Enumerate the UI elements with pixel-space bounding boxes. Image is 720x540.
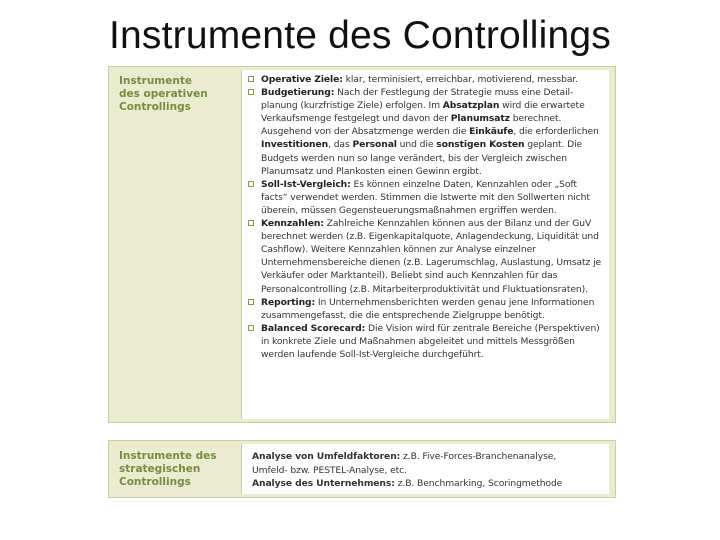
item-text: und die	[396, 139, 437, 151]
highlighted-term: Personal	[352, 139, 397, 151]
item-term: Analyse von Umfeldfaktoren:	[252, 451, 401, 462]
item-term: Budgetierung:	[261, 87, 335, 99]
highlighted-term: Absatzplan	[442, 100, 500, 112]
item-text: z.B. Five-Forces-Branchenanalyse,	[400, 451, 557, 462]
list-item	[248, 86, 605, 178]
checkbox-bullet-icon	[248, 299, 254, 305]
strategic-line	[252, 464, 605, 478]
item-text: , das	[328, 139, 353, 151]
item-text: geplant. Die Budgets werden nun so lange verändert, bis der Vergleich zwischen Planumsatz und Plankosten einen Gewinn ergibt.	[261, 139, 583, 177]
slide-title: Instrumente des Controllings	[108, 14, 611, 57]
item-term: Reporting:	[261, 296, 316, 308]
list-item	[248, 217, 605, 296]
item-text: z.B. Benchmarking, Scoringmethode	[394, 478, 563, 489]
highlighted-term: Einkäufe	[469, 126, 514, 138]
checkbox-bullet-icon	[248, 325, 254, 331]
label-line: Controllings	[119, 476, 191, 488]
operative-controlling-panel	[108, 66, 616, 423]
strategic-line	[252, 450, 605, 464]
label-line: des operativen	[119, 88, 208, 100]
highlighted-term: Investitionen	[261, 139, 329, 151]
item-text: Die Vision wird für zentrale Bereiche (Perspektiven) in konkrete Ziele und Maßnahmen abgeleitet und mittels Messgrößen werden laufende Soll-Ist-Vergleiche durchgeführt.	[261, 322, 600, 360]
item-text: wird die erwartete Verkaufsmenge festgelegt und davon der	[261, 100, 585, 125]
item-term: Analyse des Unternehmens:	[252, 478, 395, 489]
highlighted-term: Planumsatz	[450, 113, 510, 125]
item-text: In Unternehmensberichten werden genau jene Informationen zusammengefasst, die die entsprechende Zielgruppe benötigt.	[261, 296, 595, 321]
item-text: Es können einzelne Daten, Kennzahlen oder „Soft facts“ verwendet werden. Stimmen die Istwerte mit den Sollwerten nicht überein, müssen Gegensteuerungsmaßnahmen ergriffen werden.	[261, 178, 590, 216]
item-term: Operative Ziele:	[261, 74, 343, 85]
item-text: Nach der Festlegung der Strategie muss eine Detailplanung (kurzfristige Ziele) erfolgen. Im	[261, 87, 574, 112]
checkbox-bullet-icon	[248, 220, 254, 226]
operative-section-label	[119, 75, 229, 114]
checkbox-bullet-icon	[248, 76, 254, 82]
item-text: Umfeld- bzw. PESTEL-Analyse, etc.	[252, 464, 407, 476]
highlighted-term: sonstigen Kosten	[436, 139, 525, 151]
label-line: Instrumente	[119, 75, 192, 87]
item-text: klar, terminisiert, erreichbar, motivierend, messbar.	[342, 74, 578, 85]
strategic-section-label	[119, 450, 229, 489]
item-term: Soll-Ist-Vergleich:	[261, 178, 351, 190]
label-line: Instrumente des	[119, 450, 217, 462]
item-text: Zahlreiche Kennzahlen können aus der Bilanz und der GuV berechnet werden (z.B. Eigenkapitalquote, Anlagendeckung, Liquidität und Cashflow). Weitere Kennzahlen können zur Analyse einzelner Unternehmensbereiche dienen (z.B. Lagerumschlag, Auslastung, Umsatz je Verkäufer oder Marktanteil). Beliebt sind auch Kennzahlen für das Personalcontrolling (z.B. Mitarbeiterproduktivität und Fluktuationsraten).	[261, 218, 602, 295]
item-term: Balanced Scorecard:	[261, 322, 366, 334]
list-item	[248, 73, 605, 86]
item-term: Kennzahlen:	[261, 218, 324, 230]
strategic-controlling-panel	[108, 440, 616, 498]
strategic-line	[252, 477, 605, 491]
item-text: berechnet. Ausgehend von der Absatzmenge werden die	[261, 113, 562, 138]
label-line: strategischen	[119, 463, 201, 475]
checkbox-bullet-icon	[248, 89, 254, 95]
label-line: Controllings	[119, 101, 191, 113]
operative-items-list	[241, 70, 609, 419]
list-item	[248, 296, 605, 322]
item-text: , die erforderlichen	[513, 126, 599, 138]
list-item	[248, 322, 605, 361]
list-item	[248, 178, 605, 217]
checkbox-bullet-icon	[248, 181, 254, 187]
strategic-items-list	[241, 444, 609, 494]
